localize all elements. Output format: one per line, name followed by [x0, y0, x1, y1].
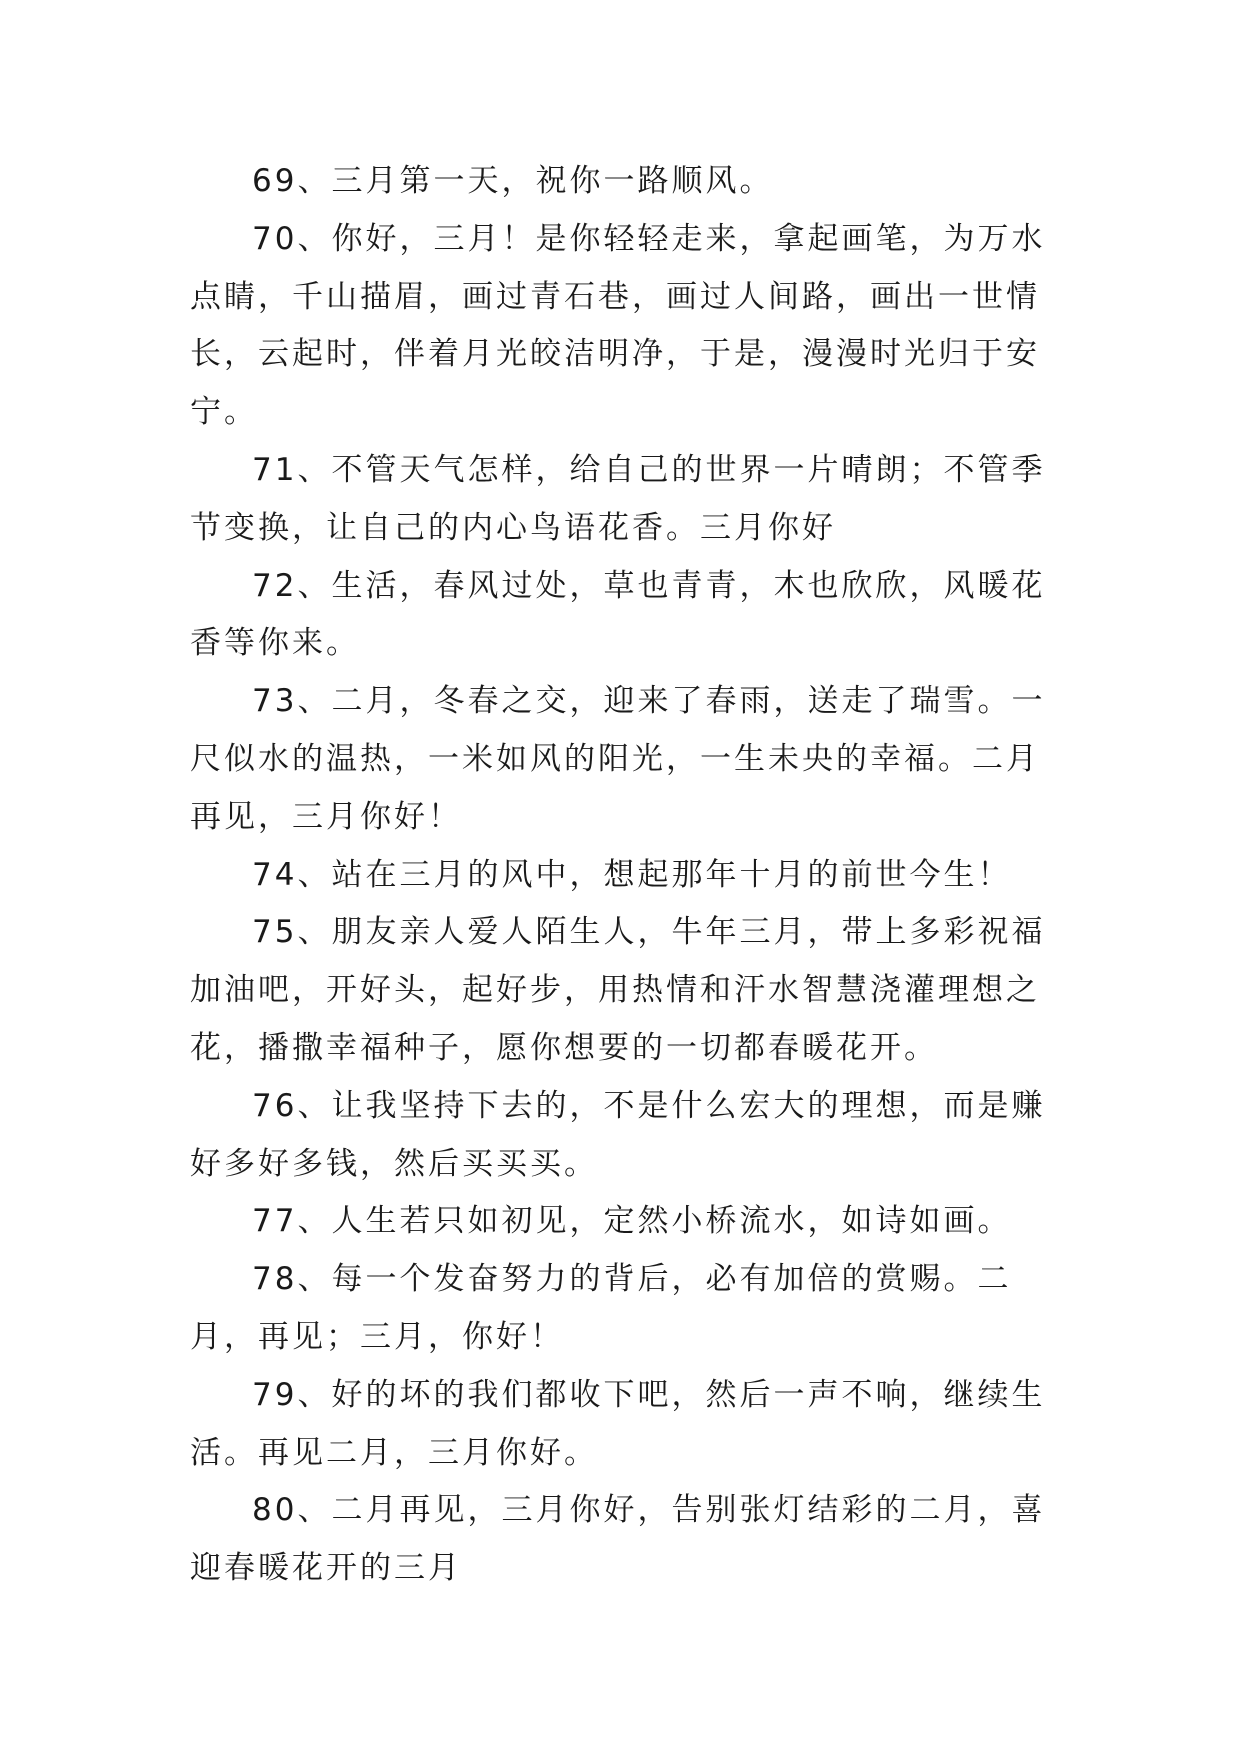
paragraph-71: 71、不管天气怎样，给自己的世界一片晴朗；不管季节变换，让自己的内心鸟语花香。三月你好	[190, 451, 1046, 546]
paragraph-76: 76、让我坚持下去的，不是什么宏大的理想，而是赚好多好多钱，然后买买买。	[190, 1087, 1046, 1182]
paragraph-77: 77、人生若只如初见，定然小桥流水，如诗如画。	[252, 1203, 1012, 1240]
paragraph-73: 73、二月，冬春之交，迎来了春雨，送走了瑞雪。一尺似水的温热，一米如风的阳光，一生未央的幸福。二月再见，三月你好！	[190, 683, 1046, 835]
paragraph-80: 80、二月再见，三月你好，告别张灯结彩的二月，喜迎春暖花开的三月	[190, 1492, 1046, 1587]
paragraph-74: 74、站在三月的风中，想起那年十月的前世今生！	[252, 856, 1012, 893]
document-body	[190, 153, 1060, 1598]
paragraph-79: 79、好的坏的我们都收下吧，然后一声不响，继续生活。再见二月，三月你好。	[190, 1376, 1046, 1471]
paragraph-69: 69、三月第一天，祝你一路顺风。	[252, 163, 774, 199]
paragraph-78: 78、每一个发奋努力的背后，必有加倍的赏赐。二月，再见；三月，你好！	[190, 1261, 1012, 1355]
paragraph-75: 75、朋友亲人爱人陌生人，牛年三月，带上多彩祝福加油吧，开好头，起好步，用热情和汗水智慧浇灌理想之花，播撒幸福种子，愿你想要的一切都春暖花开。	[190, 914, 1046, 1066]
paragraph-72: 72、生活，春风过处，草也青青，木也欣欣，风暖花香等你来。	[190, 567, 1046, 662]
paragraph-70: 70、你好，三月！是你轻轻走来，拿起画笔，为万水点睛，千山描眉，画过青石巷，画过人间路，画出一世情长，云起时，伴着月光皎洁明净，于是，漫漫时光归于安宁。	[190, 220, 1046, 431]
